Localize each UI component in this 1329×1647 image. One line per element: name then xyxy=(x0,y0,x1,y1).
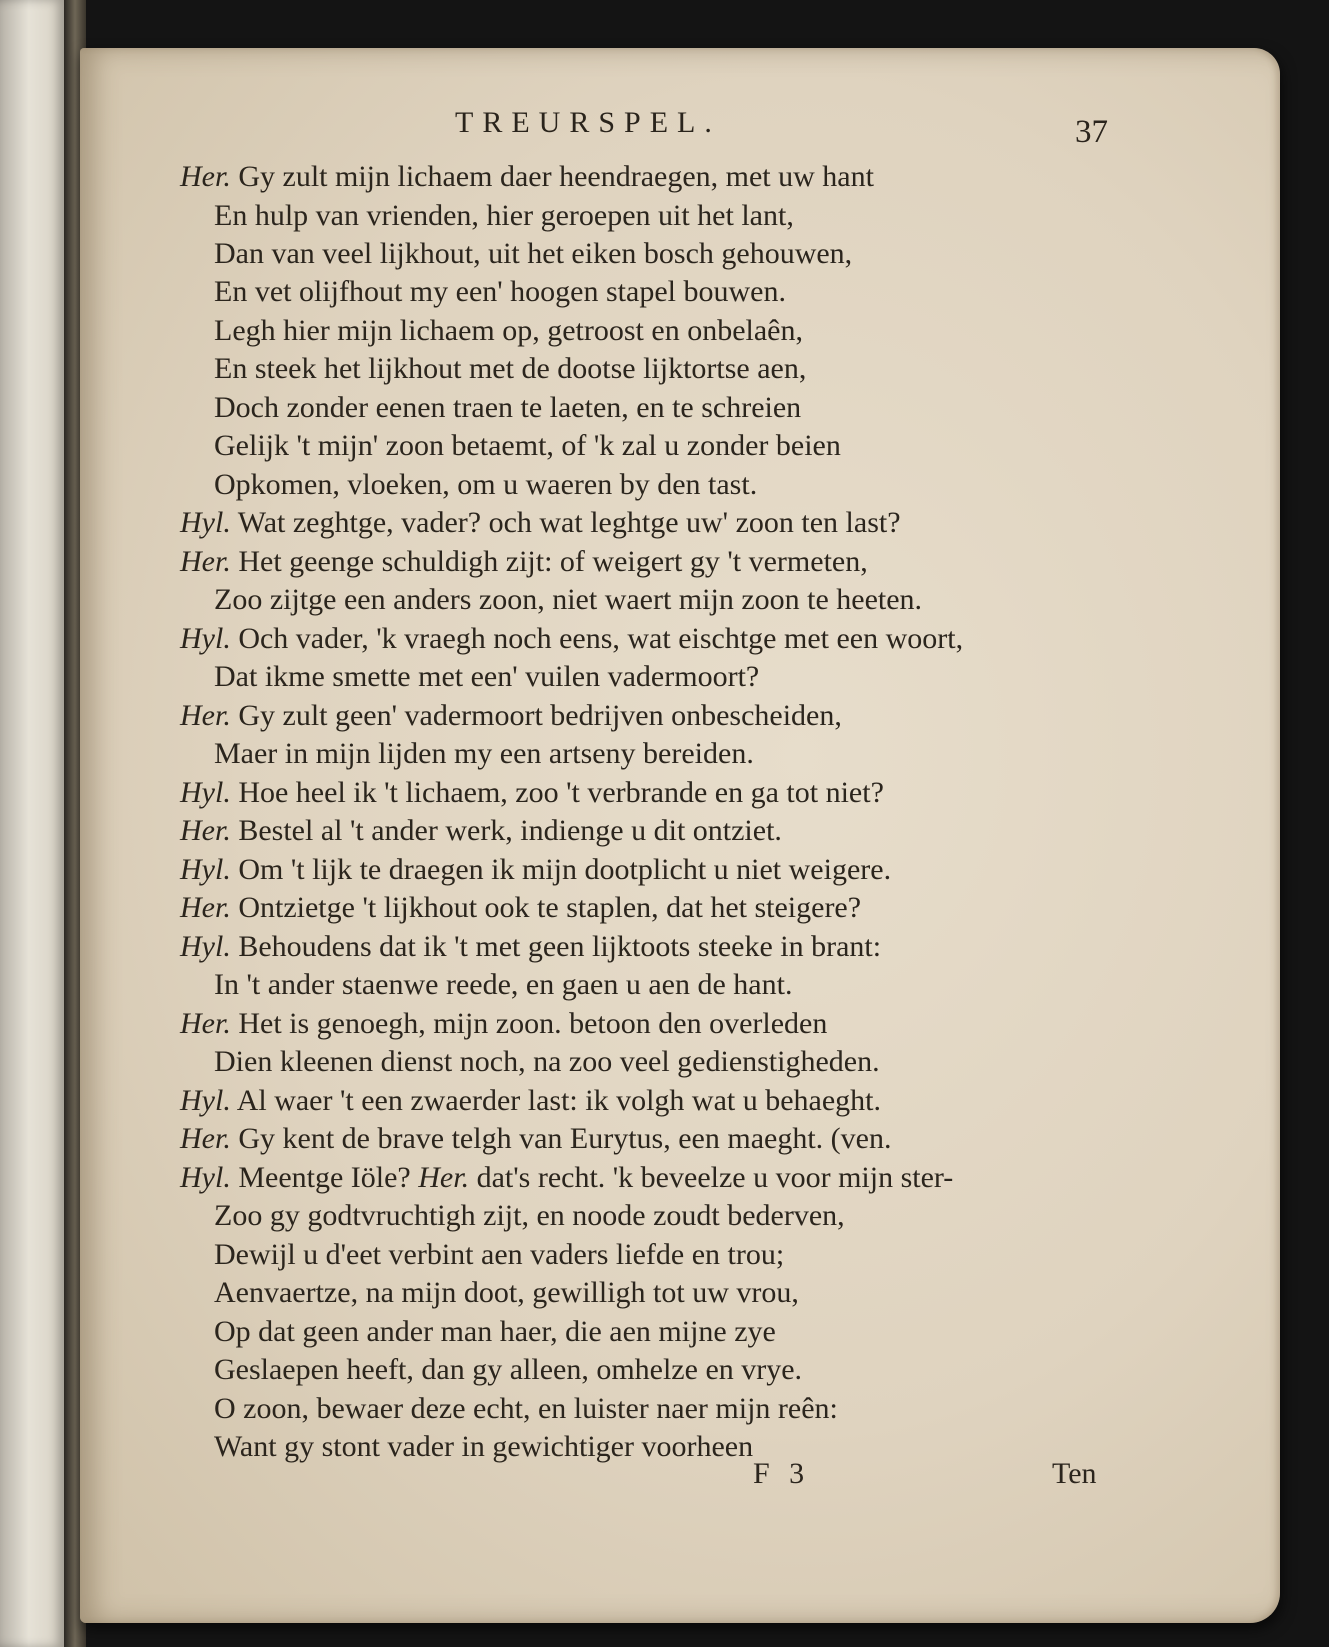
verse-line xyxy=(214,237,852,271)
line-text: Gelijk 't mijn' zoon betaemt, of 'k zal u zonder beien xyxy=(214,429,841,462)
verse-line xyxy=(214,1199,845,1233)
verse-line xyxy=(180,853,891,887)
line-text: Geslaepen heeft, dan gy alleen, omhelze en vrye. xyxy=(214,1353,803,1386)
verse-line xyxy=(180,699,842,733)
speaker-label: Hyl. xyxy=(180,776,231,809)
line-text: En vet olijfhout my een' hoogen stapel bouwen. xyxy=(214,275,786,308)
verse-line xyxy=(180,930,881,964)
line-text: dat's recht. 'k beveelze u voor mijn ster- xyxy=(469,1161,954,1194)
verse-line xyxy=(180,622,963,656)
speaker-label: Her. xyxy=(418,1161,470,1194)
verse-line xyxy=(214,391,801,425)
verse-line xyxy=(180,1161,953,1195)
verse-line xyxy=(214,275,786,309)
line-text: Dewijl u d'eet verbint aen vaders liefde en trou; xyxy=(214,1238,785,1271)
line-text: Legh hier mijn lichaem op, getroost en onbelaên, xyxy=(214,314,803,347)
verse-line xyxy=(180,545,868,579)
page-number: 37 xyxy=(1075,114,1108,150)
line-text: Ontzietge 't lijkhout ook te staplen, dat het steigere? xyxy=(238,891,862,924)
line-text: En hulp van vrienden, hier geroepen uit het lant, xyxy=(214,199,794,232)
verse-line xyxy=(214,352,806,386)
verse-line xyxy=(180,160,874,194)
line-text: Zoo gy godtvruchtigh zijt, en noode zoudt bederven, xyxy=(214,1199,845,1232)
speaker-label: Her. xyxy=(180,1122,231,1155)
line-text: Op dat geen ander man haer, die aen mijne zye xyxy=(214,1315,776,1348)
speaker-label: Her. xyxy=(180,160,231,193)
verse-line xyxy=(180,1122,891,1156)
verse-line xyxy=(214,314,803,348)
line-text: Behoudens dat ik 't met geen lijktoots steeke in brant: xyxy=(238,930,882,963)
line-text: En steek het lijkhout met de dootse lijktortse aen, xyxy=(214,352,807,385)
verse-line xyxy=(214,1430,753,1464)
line-text: Om 't lijk te draegen ik mijn dootplicht u niet weigere. xyxy=(238,853,892,886)
speaker-label: Hyl. xyxy=(180,506,231,539)
speaker-label: Her. xyxy=(180,545,231,578)
line-text: Aenvaertze, na mijn doot, gewilligh tot uw vrou, xyxy=(214,1276,799,1309)
verse-line xyxy=(214,660,759,694)
line-text: Doch zonder eenen traen te laeten, en te schreien xyxy=(214,391,802,424)
verse-line xyxy=(214,737,754,771)
line-text: Gy zult mijn lichaem daer heendraegen, met uw hant xyxy=(238,160,874,193)
speaker-label: Her. xyxy=(180,814,231,847)
line-text: Gy zult geen' vadermoort bedrijven onbescheiden, xyxy=(238,699,842,732)
line-text: Meentge Iöle? xyxy=(238,1161,419,1194)
verse-line xyxy=(180,776,884,810)
line-text: Gy kent de brave telgh van Eurytus, een maeght. (ven. xyxy=(238,1122,892,1155)
speaker-label: Her. xyxy=(180,1007,231,1040)
speaker-label: Her. xyxy=(180,891,231,924)
verse-line xyxy=(180,1084,881,1118)
verse-line xyxy=(214,1045,880,1079)
verse-line xyxy=(214,1392,838,1426)
catchword: Ten xyxy=(1052,1457,1097,1490)
verse-line xyxy=(214,1315,776,1349)
speaker-label: Hyl. xyxy=(180,1161,231,1194)
line-text: Hoe heel ik 't lichaem, zoo 't verbrande en ga tot niet? xyxy=(238,776,884,809)
verse-line xyxy=(180,1007,827,1041)
line-text: Dien kleenen dienst noch, na zoo veel gedienstigheden. xyxy=(214,1045,880,1078)
line-text: Zoo zijtge een anders zoon, niet waert mijn zoon te heeten. xyxy=(214,583,923,616)
line-text: Wat zeghtge, vader? och wat leghtge uw' zoon ten last? xyxy=(237,506,901,539)
line-text: Het is genoegh, mijn zoon. betoon den overleden xyxy=(238,1007,828,1040)
line-text: Dat ikme smette met een' vuilen vadermoort? xyxy=(214,660,760,693)
line-text: O zoon, bewaer deze echt, en luister naer mijn reên: xyxy=(214,1392,838,1425)
line-text: Bestel al 't ander werk, indienge u dit ontziet. xyxy=(238,814,782,847)
verse-line xyxy=(180,506,901,540)
verse-line xyxy=(214,1353,802,1387)
speaker-label: Hyl. xyxy=(180,853,231,886)
verse-line xyxy=(214,199,794,233)
line-text: Dan van veel lijkhout, uit het eiken bosch gehouwen, xyxy=(214,237,853,270)
speaker-label: Hyl. xyxy=(180,622,231,655)
speaker-label: Hyl. xyxy=(180,1084,231,1117)
speaker-label: Hyl. xyxy=(180,930,231,963)
verse-line xyxy=(214,968,792,1002)
line-text: Maer in mijn lijden my een artseny bereiden. xyxy=(214,737,754,770)
verse-line xyxy=(180,814,782,848)
verse-line xyxy=(214,429,841,463)
line-text: Al waer 't een zwaerder last: ik volgh wat u behaeght. xyxy=(236,1084,882,1117)
line-text: Het geenge schuldigh zijt: of weigert gy 't vermeten, xyxy=(238,545,868,578)
line-text: In 't ander staenwe reede, en gaen u aen de hant. xyxy=(214,968,793,1001)
line-text: Opkomen, vloeken, om u waeren by den tast. xyxy=(214,468,758,501)
running-head: TREURSPEL. xyxy=(455,106,721,139)
verse-line xyxy=(214,468,757,502)
signature-mark: F 3 xyxy=(753,1457,811,1490)
line-text: Want gy stont vader in gewichtiger voorheen xyxy=(214,1430,754,1463)
verse-line xyxy=(214,583,922,617)
verse-line xyxy=(180,891,861,925)
verse-line xyxy=(214,1276,799,1310)
verse-line xyxy=(214,1238,784,1272)
speaker-label: Her. xyxy=(180,699,231,732)
line-text: Och vader, 'k vraegh noch eens, wat eischtge met een woort, xyxy=(238,622,964,655)
